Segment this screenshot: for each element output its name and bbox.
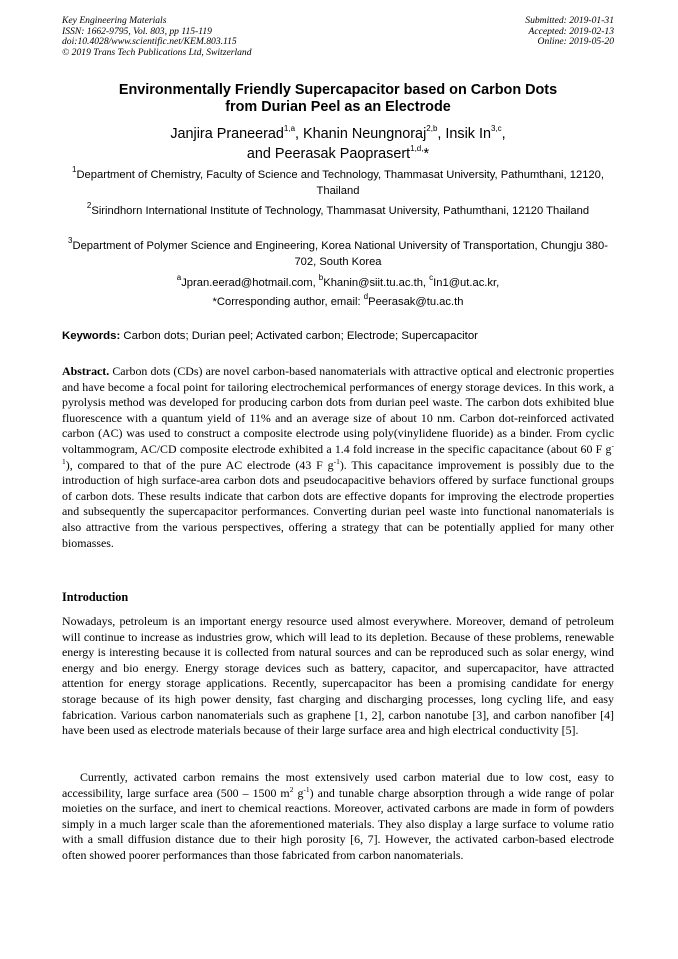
dates-info xyxy=(525,16,614,48)
affiliation-mark: 2 xyxy=(86,201,92,211)
abstract-text: ). This capacitance improvement is possibly due to the introduction of high surface-area carbon dots and pseudocapacitive behaviors offered by surface functional groups of carbon dots. These results indicate that carbon dots are effective dopants for improving the electrode properties and subsequently the supercapacitor performances. Converting durian peel waste into functional nanomaterials is also attractive from the various perspectives, offering a strategy that can be potentially applied for many other biomasses. xyxy=(62,457,614,550)
author-affiliation-mark: 1,d, xyxy=(410,144,424,154)
keywords-text: Carbon dots; Durian peel; Activated carbon; Electrode; Supercapacitor xyxy=(120,330,478,342)
email-address: Peerasak@tu.ac.th xyxy=(368,296,464,308)
author-affiliation-mark: 3,c xyxy=(490,124,502,134)
unit-exponent: -1 xyxy=(303,784,310,794)
author-name: Khanin Neungnoraj xyxy=(303,126,427,142)
corresponding-author-line xyxy=(62,293,614,312)
affiliation-1 xyxy=(62,165,614,200)
intro-paragraph-2 xyxy=(62,770,614,864)
title-line-1: Environmentally Friendly Supercapacitor based on Carbon Dots xyxy=(118,82,558,98)
intro-paragraph-1: Nowadays, petroleum is an important energy resource used almost everywhere. Moreover, demand of petroleum will continue to increase as industries grow, which will lead to its depletion. Because of these problems, renewable energy is interesting because it is collected from natural sources and can be reproduced such as solar energy, wind energy and bio energy. Energy storage devices such as battery, capacitor, and supercapacitor, have attracted attention for energy storage applications. Recently, supercapacitor has been a promising candidate for energy storage because of its high power density, fast charging and discharging processes, long cycling life, and easy fabrication. Various carbon nanomaterials such as graphene [1, 2], carbon nanotube [3], and carbon nanofiber [4] have been used as electrode materials because of their large surface area and high electrical conductivity [5]. xyxy=(62,614,614,738)
email-mark: c xyxy=(429,273,434,283)
corresponding-label: *Corresponding author, email: xyxy=(212,296,364,308)
issn-line: ISSN: 1662-9795, Vol. 803, pp 115-119 xyxy=(62,25,212,37)
abstract xyxy=(62,364,614,551)
online-date: Online: 2019-05-20 xyxy=(537,36,614,48)
accepted-date: Accepted: 2019-02-13 xyxy=(528,25,614,37)
email-address: In1@ut.ac.kr, xyxy=(433,277,500,289)
unit-exponent: -1 xyxy=(62,441,614,466)
author-affiliation-mark: 2,b xyxy=(426,124,438,134)
author-separator: , xyxy=(501,126,506,142)
journal-info xyxy=(62,16,252,58)
section-heading-introduction: Introduction xyxy=(62,590,129,604)
affiliation-mark: 3 xyxy=(68,236,73,246)
author-separator: , xyxy=(295,126,304,142)
corresponding-mark: * xyxy=(423,146,430,162)
paragraph-text: g xyxy=(293,785,304,800)
authors-line-1 xyxy=(62,124,614,144)
author-separator: , xyxy=(437,126,446,142)
affiliation-mark: 1 xyxy=(72,165,77,175)
author-list xyxy=(62,124,614,164)
keywords-label: Keywords: xyxy=(62,330,121,342)
journal-name: Key Engineering Materials xyxy=(62,15,167,26)
email-mark: b xyxy=(318,273,324,283)
keywords xyxy=(62,329,614,344)
paper-title xyxy=(62,82,614,116)
affiliation-2 xyxy=(62,201,614,220)
author-affiliation-mark: 1,a xyxy=(283,124,296,134)
author-emails xyxy=(62,274,614,312)
author-name: Insik In xyxy=(445,126,491,142)
author-name: Janjira Praneerad xyxy=(170,126,284,142)
authors-line-2 xyxy=(62,144,614,164)
email-mark: a xyxy=(176,273,182,283)
unit-exponent: -1 xyxy=(333,456,340,466)
email-address: Jpran.eerad@hotmail.com, xyxy=(181,277,319,289)
email-line xyxy=(62,274,614,293)
doi-line: doi:10.4028/www.scientific.net/KEM.803.115 xyxy=(62,36,237,48)
paragraph-text: ) and tunable charge absorption through a wide range of polar moieties on the surface, and inert to chemical reactions. Moreover, activated carbons are made in form of powders simply in a much larger scale than the aforementioned materials. They also display a large surface to volume ratio with a small diffusion distance due to their high porosity [6, 7]. However, the activated carbon-based electrode often showed poorer performances than those fabricated from carbon nanomaterials. xyxy=(62,785,614,862)
affiliation-3 xyxy=(62,236,614,271)
paragraph-text: Currently, activated carbon remains the most extensively used carbon material due to low cost, easy to accessibility, large surface area (500 – 1500 m xyxy=(62,770,614,800)
unit-exponent: 2 xyxy=(289,784,294,794)
affiliation-text: Sirindhorn International Institute of Technology, Thammasat University, Pathumthani, 12120 Thailand xyxy=(91,205,590,217)
abstract-text: Carbon dots (CDs) are novel carbon-based nanomaterials with attractive optical and electronic properties and have become a focal point for tailoring electrochemical performances of energy storage devices. In this work, a pyrolysis method was developed for producing carbon dots from durian peel waste. The carbon dots exhibited blue fluorescence with a quantum yield of 11% and an average size of about 10 nm. Carbon dot-reinforced activated carbon (AC) was used to construct a composite electrode using poly(vinylidene fluoride) as a binder. From cyclic voltammogram, AC/CD composite electrode exhibited a 1.4 fold increase in the specific capacitance (about 60 F g xyxy=(62,364,614,456)
email-mark: d xyxy=(363,292,369,302)
abstract-label: Abstract. xyxy=(62,364,110,378)
copyright-line: © 2019 Trans Tech Publications Ltd, Switzerland xyxy=(62,46,252,58)
affiliation-text: Department of Chemistry, Faculty of Science and Technology, Thammasat University, Pathumthani, 12120, Thailand xyxy=(76,169,604,197)
submitted-date: Submitted: 2019-01-31 xyxy=(525,15,614,26)
author-name: and Peerasak Paoprasert xyxy=(246,146,411,162)
affiliation-text: Department of Polymer Science and Engineering, Korea National University of Transportation, Chungju 380-702, South Korea xyxy=(72,240,608,268)
email-address: Khanin@siit.tu.ac.th, xyxy=(323,277,430,289)
title-line-2: from Durian Peel as an Electrode xyxy=(225,99,451,115)
abstract-text: ), compared to that of the pure AC electrode (43 F g xyxy=(65,457,334,472)
